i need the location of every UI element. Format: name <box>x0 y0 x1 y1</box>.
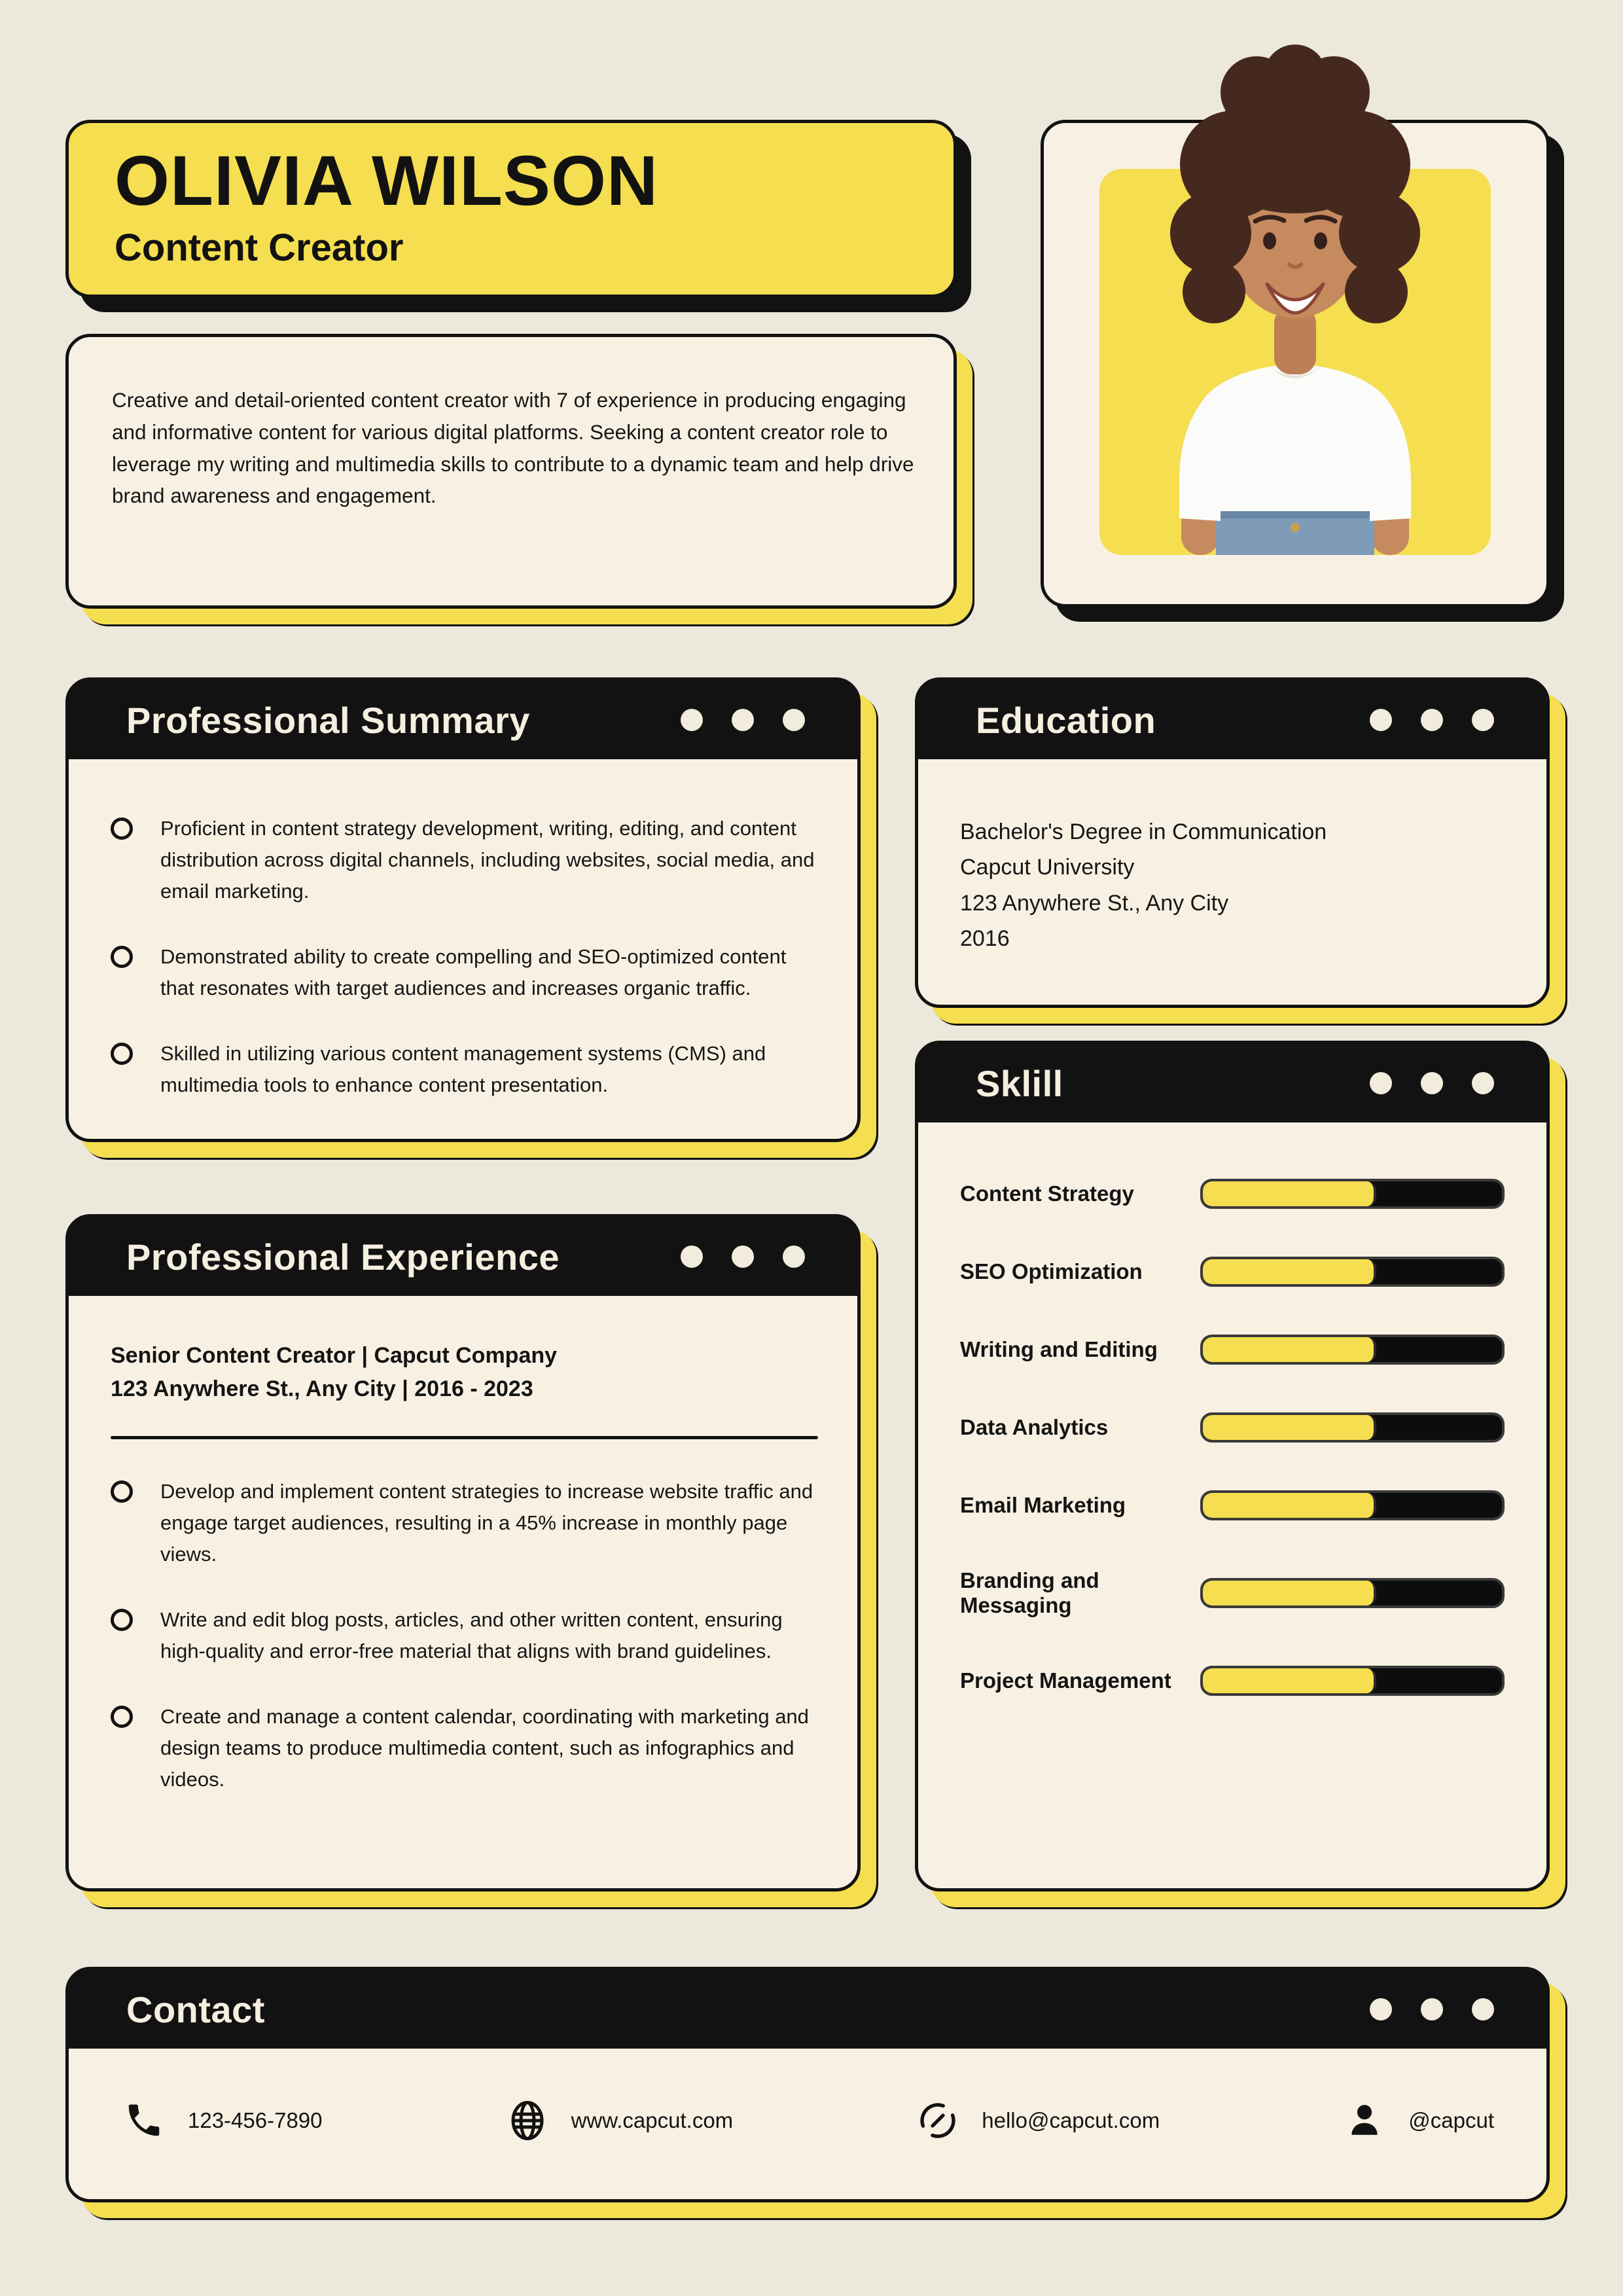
skill-progress-bar <box>1200 1412 1505 1443</box>
window-dot-icon <box>1421 1072 1443 1094</box>
contact-item <box>506 2099 734 2142</box>
window-dot-icon <box>1472 709 1494 731</box>
window-dots <box>681 709 805 731</box>
skill-row <box>960 1412 1505 1443</box>
skill-progress-bar <box>1200 1257 1505 1287</box>
experience-bullet-item: Write and edit blog posts, articles, and other written content, ensuring high-quality and error-free material that aligns with brand guidelines. <box>111 1604 818 1667</box>
contact-text: @capcut <box>1408 2108 1494 2132</box>
contact-card <box>65 1967 1550 2202</box>
window-dot-icon <box>1472 1072 1494 1094</box>
skill-row <box>960 1179 1505 1209</box>
skill-label: Branding and Messaging <box>960 1568 1099 1617</box>
window-dot-icon <box>1421 709 1443 731</box>
skill-window-bar <box>918 1044 1546 1122</box>
window-dot-icon <box>1370 709 1392 731</box>
experience-title: Professional Experience <box>126 1236 560 1278</box>
profile-photo <box>1073 24 1531 555</box>
window-dot-icon <box>681 709 703 731</box>
skill-progress-bar <box>1200 1578 1505 1608</box>
window-dot-icon <box>681 1246 703 1268</box>
window-dots <box>1370 1072 1494 1094</box>
window-dots <box>1370 1998 1494 2020</box>
bullet-circle-icon <box>111 946 133 968</box>
skill-label: SEO Optimization <box>960 1259 1143 1283</box>
window-dot-icon <box>732 1246 754 1268</box>
education-window-bar <box>918 681 1546 759</box>
window-dot-icon <box>783 1246 805 1268</box>
education-line: Bachelor's Degree in Communication <box>960 819 1327 844</box>
skill-progress-fill <box>1203 1415 1376 1440</box>
education-line: 123 Anywhere St., Any City <box>960 890 1229 916</box>
contact-item <box>916 2099 1160 2142</box>
skill-progress-fill <box>1203 1493 1376 1518</box>
contact-item <box>1343 2099 1494 2142</box>
skill-row <box>960 1666 1505 1696</box>
skill-label: Content Strategy <box>960 1181 1134 1206</box>
experience-window-bar <box>69 1217 857 1296</box>
summary-card <box>65 677 861 1142</box>
window-dot-icon <box>1421 1998 1443 2020</box>
contact-window-bar <box>69 1970 1546 2049</box>
skill-progress-fill <box>1203 1581 1376 1605</box>
skill-progress-fill <box>1203 1668 1376 1693</box>
window-dot-icon <box>1370 1998 1392 2020</box>
skill-card <box>915 1041 1550 1892</box>
header-card <box>65 120 957 298</box>
contact-text: www.capcut.com <box>571 2108 734 2132</box>
education-lines <box>918 759 1546 957</box>
phone-icon <box>122 2099 166 2142</box>
intro-card <box>65 334 957 609</box>
education-line: 2016 <box>960 926 1010 952</box>
skill-row <box>960 1568 1505 1618</box>
skill-label: Email Marketing <box>960 1493 1126 1517</box>
contact-item <box>122 2099 323 2142</box>
contact-text: 123-456-7890 <box>188 2108 323 2132</box>
intro-text: Creative and detail-oriented content creator with 7 of experience in producing engaging and informative content for various digital platforms. Seeking a content creator role to leverage my writing and multimedia skills to contribute to a dynamic team and help drive brand awareness and engagement. <box>112 388 914 508</box>
skill-label: Writing and Editing <box>960 1337 1158 1361</box>
skill-label: Data Analytics <box>960 1415 1109 1439</box>
skill-row <box>960 1335 1505 1365</box>
window-dots <box>681 1246 805 1268</box>
skill-list <box>918 1122 1546 1696</box>
bullet-circle-icon <box>111 1706 133 1728</box>
summary-title: Professional Summary <box>126 699 530 741</box>
skill-progress-fill <box>1203 1259 1376 1284</box>
summary-window-bar <box>69 681 857 759</box>
skill-progress-fill <box>1203 1337 1376 1362</box>
experience-card <box>65 1214 861 1892</box>
experience-bullet-item: Create and manage a content calendar, coordinating with marketing and design teams to produce multimedia content, such as infographics and videos. <box>111 1701 818 1795</box>
skill-progress-bar <box>1200 1666 1505 1696</box>
skill-row <box>960 1257 1505 1287</box>
window-dots <box>1370 709 1494 731</box>
summary-bullet-item: Proficient in content strategy development, writing, editing, and content distribution across digital channels, including websites, social media, and email marketing. <box>111 813 818 907</box>
skill-progress-bar <box>1200 1335 1505 1365</box>
role-subtitle: Content Creator <box>115 226 404 269</box>
bullet-circle-icon <box>111 1043 133 1065</box>
window-dot-icon <box>1472 1998 1494 2020</box>
experience-role: Senior Content Creator | Capcut Company <box>111 1343 558 1368</box>
experience-bullet-list <box>69 1476 857 1795</box>
window-dot-icon <box>1370 1072 1392 1094</box>
globe-icon <box>506 2099 549 2142</box>
bullet-circle-icon <box>111 817 133 840</box>
skill-row <box>960 1490 1505 1520</box>
bullet-circle-icon <box>111 1480 133 1503</box>
contact-title: Contact <box>126 1988 265 2030</box>
contact-text: hello@capcut.com <box>982 2108 1160 2132</box>
contact-list <box>69 2049 1546 2206</box>
summary-bullet-item: Skilled in utilizing various content management systems (CMS) and multimedia tools to enhance content presentation. <box>111 1038 818 1101</box>
skill-progress-fill <box>1203 1181 1376 1206</box>
link-icon <box>916 2099 959 2142</box>
skill-label: Project Management <box>960 1668 1171 1693</box>
summary-bullet-list <box>69 759 857 1101</box>
education-line: Capcut University <box>960 855 1135 880</box>
education-title: Education <box>976 699 1156 741</box>
summary-bullet-item: Demonstrated ability to create compelling and SEO-optimized content that resonates with target audiences and increases organic traffic. <box>111 941 818 1004</box>
skill-title: Sklill <box>976 1062 1063 1104</box>
skill-progress-bar <box>1200 1490 1505 1520</box>
window-dot-icon <box>732 709 754 731</box>
person-icon <box>1343 2099 1386 2142</box>
page-title: OLIVIA WILSON <box>115 141 658 220</box>
divider <box>111 1436 818 1439</box>
skill-progress-bar <box>1200 1179 1505 1209</box>
education-card <box>915 677 1550 1008</box>
experience-meta: 123 Anywhere St., Any City | 2016 - 2023 <box>111 1376 533 1401</box>
window-dot-icon <box>783 709 805 731</box>
experience-bullet-item: Develop and implement content strategies to increase website traffic and engage target audiences, resulting in a 45% increase in monthly page views. <box>111 1476 818 1570</box>
bullet-circle-icon <box>111 1609 133 1631</box>
